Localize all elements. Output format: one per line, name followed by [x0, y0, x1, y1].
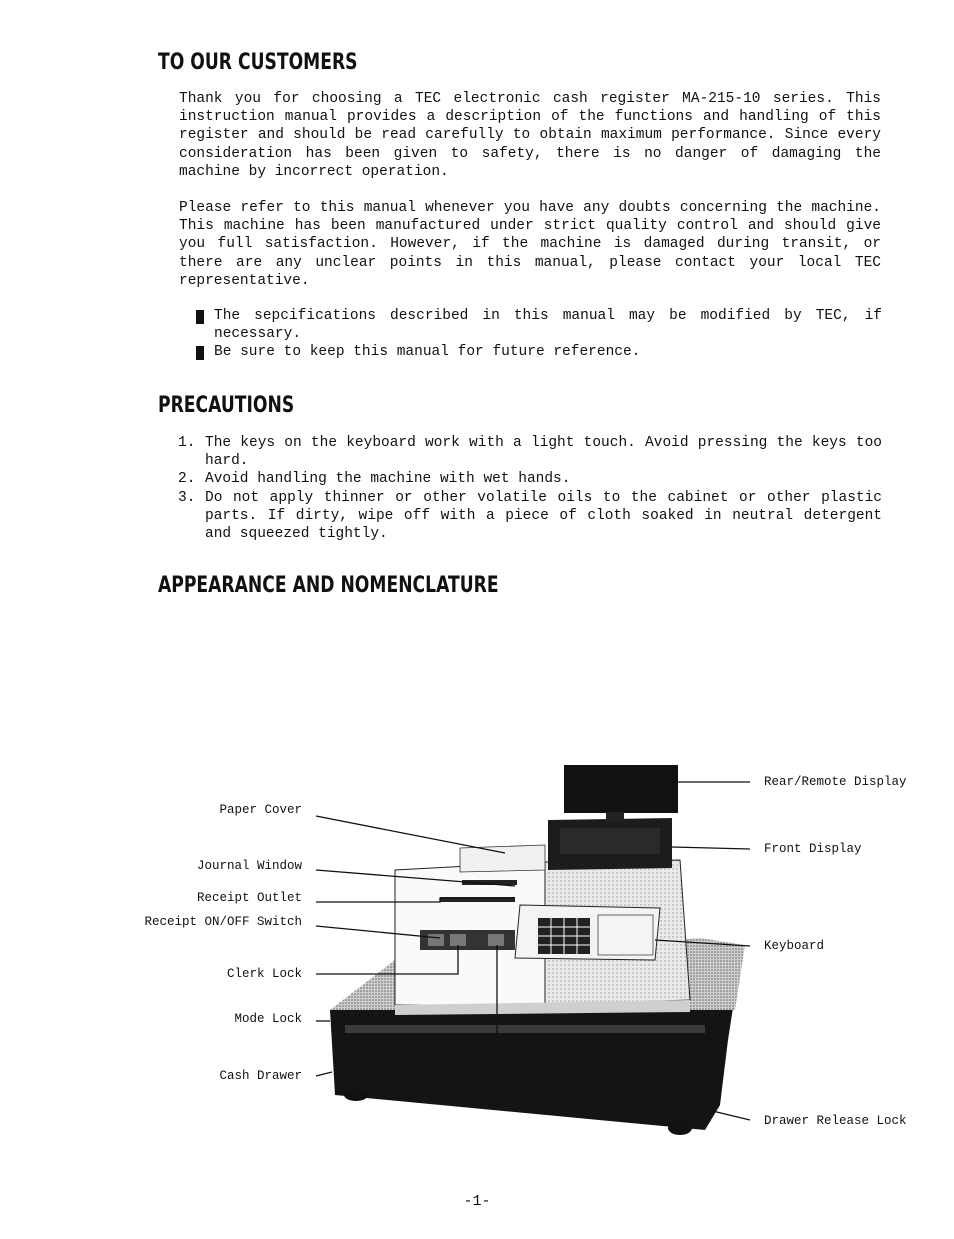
section-title-appearance: APPEARANCE AND NOMENCLATURE — [158, 573, 499, 598]
page-number: -1- — [463, 1193, 491, 1210]
item-number: 2. — [178, 471, 196, 488]
item-text: Do not apply thinner or other volatile oils to the cabinet or other plastic parts. If dirty, wipe off with a piece of cloth soaked in neutral detergent and squeezed tightly. — [205, 489, 882, 543]
label-front-display: Front Display — [764, 842, 862, 856]
bullet-icon — [196, 346, 204, 360]
item-number: 1. — [178, 435, 196, 451]
customers-paragraph-1: Thank you for choosing a TEC electronic cash register MA-215-10 series. This instruction manual provides a description of the functions and handling of this register and should be read carefully to obtain maximum performance. Since every consideration has been given to safety, there is no danger of damaging the machine by incorrect operation. — [179, 91, 881, 180]
item-number: 3. — [178, 489, 196, 506]
label-paper-cover: Paper Cover — [219, 803, 302, 817]
label-drawer-release-lock: Drawer Release Lock — [764, 1114, 907, 1128]
rear-display — [564, 765, 678, 822]
bullet-icon — [196, 310, 204, 324]
note-text: Be sure to keep this manual for future reference. — [214, 344, 641, 361]
label-rear-display: Rear/Remote Display — [764, 775, 907, 789]
note-item — [196, 307, 882, 343]
item-text: Avoid handling the machine with wet hands. — [205, 471, 571, 488]
precautions-list — [178, 434, 882, 543]
customers-paragraph-2: Please refer to this manual whenever you have any doubts concerning the machine. This machine has been manufactured under strict quality control and should give you full satisfaction. However, if the machine is damaged during transit, or there are any unclear points in this manual, please contact your local TEC representative. — [179, 200, 881, 289]
label-journal-window: Journal Window — [196, 859, 302, 873]
list-item — [178, 434, 882, 470]
section-title-customers: TO OUR CUSTOMERS — [158, 50, 358, 75]
list-item — [178, 489, 882, 544]
label-clerk-lock: Clerk Lock — [226, 967, 302, 981]
label-receipt-switch: Receipt ON/OFF Switch — [144, 915, 302, 929]
label-mode-lock: Mode Lock — [234, 1012, 302, 1026]
section-title-precautions: PRECAUTIONS — [158, 393, 295, 418]
label-cash-drawer: Cash Drawer — [219, 1069, 302, 1083]
item-text: The keys on the keyboard work with a light touch. Avoid pressing the keys too hard. — [205, 435, 882, 470]
front-display — [548, 818, 672, 870]
list-item — [178, 470, 882, 488]
label-keyboard: Keyboard — [764, 939, 825, 953]
note-item — [196, 343, 882, 361]
cash-register-illustration — [0, 740, 954, 1160]
label-receipt-outlet: Receipt Outlet — [196, 891, 302, 905]
note-text: The sepcifications described in this manual may be modified by TEC, if necessary. — [214, 308, 882, 343]
customers-notes — [196, 307, 882, 362]
